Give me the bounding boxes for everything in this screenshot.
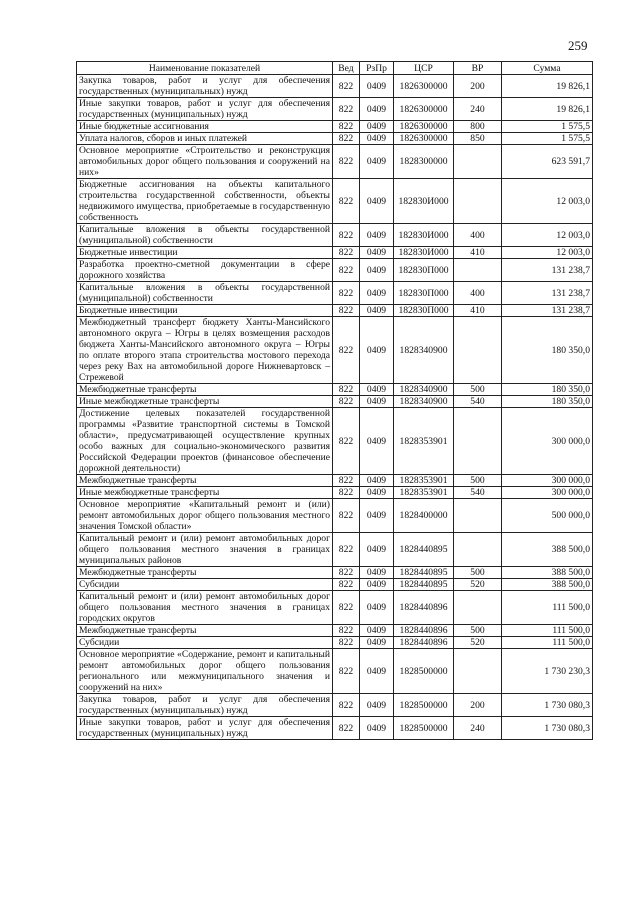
cell-ved: 822 (333, 533, 360, 567)
cell-sum: 131 238,7 (502, 282, 593, 305)
header-sum: Сумма (502, 62, 593, 75)
cell-csr: 182830И000 (394, 247, 454, 259)
cell-sum: 388 500,0 (502, 533, 593, 567)
cell-vr: 240 (454, 98, 502, 121)
cell-csr: 1828440896 (394, 591, 454, 625)
cell-rzpr: 0409 (360, 98, 394, 121)
cell-csr: 1828500000 (394, 717, 454, 740)
cell-csr: 1828340900 (394, 317, 454, 384)
cell-vr: 540 (454, 396, 502, 408)
cell-sum: 1 730 230,3 (502, 649, 593, 694)
cell-rzpr: 0409 (360, 179, 394, 224)
cell-csr: 1826300000 (394, 98, 454, 121)
cell-sum: 111 500,0 (502, 625, 593, 637)
header-csr: ЦСР (394, 62, 454, 75)
cell-sum: 19 826,1 (502, 98, 593, 121)
table-row (77, 717, 593, 740)
table-row (77, 259, 593, 282)
cell-sum: 111 500,0 (502, 637, 593, 649)
table-row (77, 133, 593, 145)
cell-vr: 240 (454, 717, 502, 740)
cell-vr: 410 (454, 247, 502, 259)
cell-ved: 822 (333, 133, 360, 145)
cell-csr: 1828400000 (394, 499, 454, 533)
cell-csr: 1826300000 (394, 121, 454, 133)
table-body (77, 75, 593, 740)
cell-vr: 400 (454, 224, 502, 247)
table-row (77, 247, 593, 259)
cell-vr: 500 (454, 625, 502, 637)
cell-csr: 1828353901 (394, 475, 454, 487)
cell-sum: 180 350,0 (502, 396, 593, 408)
table-row (77, 396, 593, 408)
cell-sum: 1 730 080,3 (502, 717, 593, 740)
table-row (77, 625, 593, 637)
cell-rzpr: 0409 (360, 259, 394, 282)
cell-ved: 822 (333, 396, 360, 408)
cell-vr: 850 (454, 133, 502, 145)
cell-sum: 12 003,0 (502, 224, 593, 247)
cell-sum: 12 003,0 (502, 247, 593, 259)
cell-sum: 1 730 080,3 (502, 694, 593, 717)
table-row (77, 475, 593, 487)
table-header-row (77, 62, 593, 75)
cell-vr: 540 (454, 487, 502, 499)
cell-rzpr: 0409 (360, 487, 394, 499)
table-row (77, 305, 593, 317)
cell-sum: 12 003,0 (502, 179, 593, 224)
cell-name: Основное мероприятие «Строительство и реконструкция автомобильных дорог общего пользования и сооружений на них» (77, 145, 333, 179)
cell-vr: 500 (454, 567, 502, 579)
table-row (77, 179, 593, 224)
cell-vr (454, 649, 502, 694)
cell-rzpr: 0409 (360, 499, 394, 533)
cell-sum: 131 238,7 (502, 259, 593, 282)
cell-name: Основное мероприятие «Содержание, ремонт и капитальный ремонт автомобильных дорог общего пользования регионального или межмуниципального значения и сооружений на них» (77, 649, 333, 694)
cell-rzpr: 0409 (360, 384, 394, 396)
cell-ved: 822 (333, 247, 360, 259)
cell-vr (454, 145, 502, 179)
cell-csr: 1828440895 (394, 579, 454, 591)
cell-rzpr: 0409 (360, 625, 394, 637)
cell-name: Межбюджетные трансферты (77, 475, 333, 487)
cell-rzpr: 0409 (360, 121, 394, 133)
cell-csr: 1828440896 (394, 637, 454, 649)
table-row (77, 499, 593, 533)
cell-rzpr: 0409 (360, 317, 394, 384)
cell-vr: 500 (454, 384, 502, 396)
cell-name: Бюджетные ассигнования на объекты капитального строительства государственной собственности, объекты недвижимого имущества, приобретаемые в государственную собственность (77, 179, 333, 224)
cell-rzpr: 0409 (360, 637, 394, 649)
cell-name: Бюджетные инвестиции (77, 247, 333, 259)
cell-name: Субсидии (77, 579, 333, 591)
cell-ved: 822 (333, 637, 360, 649)
cell-rzpr: 0409 (360, 717, 394, 740)
cell-name: Капитальный ремонт и (или) ремонт автомобильных дорог общего пользования местного значения в границах городских округов (77, 591, 333, 625)
cell-vr: 400 (454, 282, 502, 305)
cell-name: Капитальный ремонт и (или) ремонт автомобильных дорог общего пользования местного значения в границах муниципальных районов (77, 533, 333, 567)
cell-rzpr: 0409 (360, 133, 394, 145)
cell-csr: 1828353901 (394, 408, 454, 475)
table-row (77, 317, 593, 384)
cell-sum: 1 575,5 (502, 121, 593, 133)
cell-ved: 822 (333, 487, 360, 499)
header-ved: Вед (333, 62, 360, 75)
cell-vr: 200 (454, 75, 502, 98)
cell-sum: 131 238,7 (502, 305, 593, 317)
cell-vr (454, 408, 502, 475)
cell-ved: 822 (333, 317, 360, 384)
header-rzpr: РзПр (360, 62, 394, 75)
cell-ved: 822 (333, 282, 360, 305)
cell-vr: 520 (454, 637, 502, 649)
table-row (77, 75, 593, 98)
cell-name: Основное мероприятие «Капитальный ремонт и (или) ремонт автомобильных дорог общего пользования местного значения Томской области» (77, 499, 333, 533)
cell-rzpr: 0409 (360, 591, 394, 625)
cell-rzpr: 0409 (360, 567, 394, 579)
cell-rzpr: 0409 (360, 694, 394, 717)
cell-ved: 822 (333, 384, 360, 396)
table-row (77, 637, 593, 649)
cell-name: Бюджетные инвестиции (77, 305, 333, 317)
cell-csr: 1826300000 (394, 133, 454, 145)
cell-sum: 500 000,0 (502, 499, 593, 533)
cell-name: Межбюджетные трансферты (77, 567, 333, 579)
cell-csr: 1828340900 (394, 396, 454, 408)
cell-name: Капитальные вложения в объекты государственной (муниципальной) собственности (77, 224, 333, 247)
cell-rzpr: 0409 (360, 533, 394, 567)
table-row (77, 579, 593, 591)
cell-name: Иные закупки товаров, работ и услуг для обеспечения государственных (муниципальных) нужд (77, 98, 333, 121)
cell-name: Закупка товаров, работ и услуг для обеспечения государственных (муниципальных) нужд (77, 75, 333, 98)
table-row (77, 487, 593, 499)
cell-ved: 822 (333, 499, 360, 533)
cell-ved: 822 (333, 145, 360, 179)
table-row (77, 408, 593, 475)
cell-csr: 182830И000 (394, 179, 454, 224)
cell-name: Разработка проектно-сметной документации в сфере дорожного хозяйства (77, 259, 333, 282)
cell-name: Межбюджетные трансферты (77, 384, 333, 396)
table-row (77, 224, 593, 247)
cell-ved: 822 (333, 475, 360, 487)
cell-csr: 1826300000 (394, 75, 454, 98)
cell-csr: 182830П000 (394, 282, 454, 305)
cell-vr (454, 179, 502, 224)
table-row (77, 384, 593, 396)
cell-sum: 388 500,0 (502, 567, 593, 579)
cell-sum: 388 500,0 (502, 579, 593, 591)
cell-ved: 822 (333, 121, 360, 133)
table-row (77, 694, 593, 717)
cell-ved: 822 (333, 579, 360, 591)
cell-rzpr: 0409 (360, 145, 394, 179)
cell-csr: 182830П000 (394, 259, 454, 282)
cell-ved: 822 (333, 305, 360, 317)
cell-name: Достижение целевых показателей государственной программы «Развитие транспортной системы в Томской области», предусматривающей осуществление крупных особо важных для социально-экономического развития Российской Федерации проектов (финансовое обеспечение дорожной деятельности) (77, 408, 333, 475)
cell-sum: 180 350,0 (502, 384, 593, 396)
cell-vr (454, 591, 502, 625)
table-row (77, 649, 593, 694)
table-row (77, 145, 593, 179)
table-row (77, 567, 593, 579)
table-row (77, 121, 593, 133)
cell-sum: 300 000,0 (502, 487, 593, 499)
cell-sum: 180 350,0 (502, 317, 593, 384)
cell-csr: 1828440896 (394, 625, 454, 637)
cell-vr: 500 (454, 475, 502, 487)
cell-ved: 822 (333, 408, 360, 475)
cell-vr (454, 499, 502, 533)
cell-vr: 410 (454, 305, 502, 317)
cell-ved: 822 (333, 98, 360, 121)
cell-name: Иные межбюджетные трансферты (77, 396, 333, 408)
cell-ved: 822 (333, 259, 360, 282)
cell-rzpr: 0409 (360, 247, 394, 259)
cell-csr: 1828440895 (394, 533, 454, 567)
cell-rzpr: 0409 (360, 282, 394, 305)
cell-vr (454, 317, 502, 384)
cell-ved: 822 (333, 591, 360, 625)
table-row (77, 98, 593, 121)
header-name: Наименование показателей (77, 62, 333, 75)
cell-rzpr: 0409 (360, 475, 394, 487)
cell-ved: 822 (333, 75, 360, 98)
cell-csr: 1828300000 (394, 145, 454, 179)
cell-sum: 623 591,7 (502, 145, 593, 179)
header-vr: ВР (454, 62, 502, 75)
cell-sum: 111 500,0 (502, 591, 593, 625)
cell-name: Закупка товаров, работ и услуг для обеспечения государственных (муниципальных) нужд (77, 694, 333, 717)
cell-sum: 300 000,0 (502, 408, 593, 475)
table-row (77, 282, 593, 305)
table-row (77, 591, 593, 625)
cell-ved: 822 (333, 224, 360, 247)
cell-ved: 822 (333, 179, 360, 224)
cell-vr: 200 (454, 694, 502, 717)
cell-sum: 1 575,5 (502, 133, 593, 145)
cell-vr: 520 (454, 579, 502, 591)
cell-name: Уплата налогов, сборов и иных платежей (77, 133, 333, 145)
cell-sum: 19 826,1 (502, 75, 593, 98)
cell-sum: 300 000,0 (502, 475, 593, 487)
cell-rzpr: 0409 (360, 224, 394, 247)
cell-ved: 822 (333, 694, 360, 717)
page-number: 259 (568, 38, 588, 53)
cell-name: Иные межбюджетные трансферты (77, 487, 333, 499)
cell-name: Субсидии (77, 637, 333, 649)
cell-ved: 822 (333, 625, 360, 637)
cell-csr: 182830И000 (394, 224, 454, 247)
cell-rzpr: 0409 (360, 408, 394, 475)
cell-csr: 182830П000 (394, 305, 454, 317)
cell-csr: 1828340900 (394, 384, 454, 396)
cell-rzpr: 0409 (360, 75, 394, 98)
cell-csr: 1828500000 (394, 694, 454, 717)
cell-name: Межбюджетный трансферт бюджету Ханты-Мансийского автономного округа – Югры в целях возмещения расходов бюджета Ханты-Мансийского автономного округа – Югры по оплате второго этапа строительства мостового перехода через реку Вах на автомобильной дороге Нижневартовск – Стрежевой (77, 317, 333, 384)
cell-vr (454, 259, 502, 282)
cell-name: Межбюджетные трансферты (77, 625, 333, 637)
cell-ved: 822 (333, 717, 360, 740)
cell-rzpr: 0409 (360, 396, 394, 408)
cell-csr: 1828353901 (394, 487, 454, 499)
table-row (77, 533, 593, 567)
cell-vr (454, 533, 502, 567)
cell-name: Капитальные вложения в объекты государственной (муниципальной) собственности (77, 282, 333, 305)
cell-csr: 1828500000 (394, 649, 454, 694)
cell-rzpr: 0409 (360, 305, 394, 317)
cell-csr: 1828440895 (394, 567, 454, 579)
cell-name: Иные закупки товаров, работ и услуг для обеспечения государственных (муниципальных) нужд (77, 717, 333, 740)
cell-ved: 822 (333, 649, 360, 694)
cell-name: Иные бюджетные ассигнования (77, 121, 333, 133)
budget-table (76, 61, 593, 740)
cell-rzpr: 0409 (360, 579, 394, 591)
cell-rzpr: 0409 (360, 649, 394, 694)
cell-vr: 800 (454, 121, 502, 133)
cell-ved: 822 (333, 567, 360, 579)
